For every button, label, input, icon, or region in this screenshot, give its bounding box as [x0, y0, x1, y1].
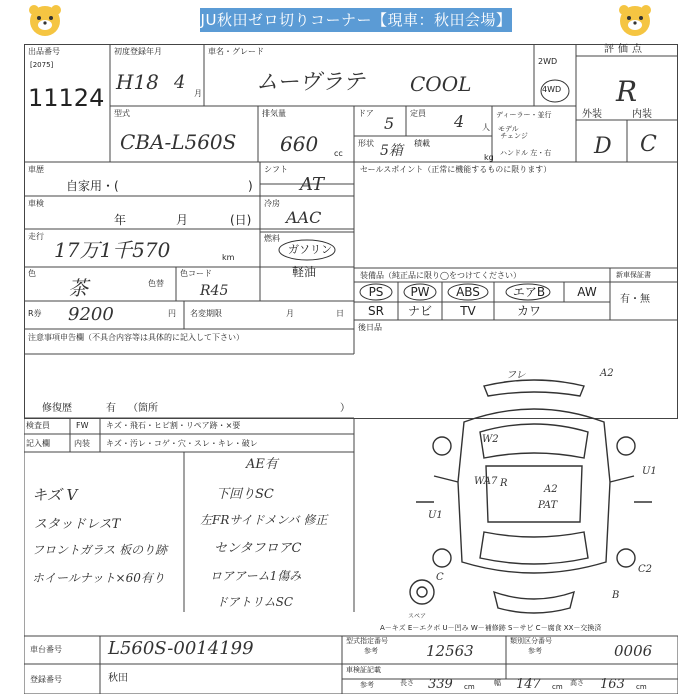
type-designation-sub: 参考 [364, 647, 378, 655]
damage-mark: WA7 [474, 476, 498, 487]
remark-right: 左FRサイドメンバ 修正 [200, 513, 328, 527]
first-reg-month: 4 [174, 72, 186, 93]
equipment-tv: TV [460, 304, 476, 318]
auction-banner: JU秋田ゼロ切りコーナー【現車：秋田会場】 [200, 8, 512, 32]
drive-4wd: 4WD [542, 85, 562, 94]
dealer-label: ディーラー・並行 [496, 111, 552, 119]
history-label: 車歴 [28, 165, 44, 174]
type-designation-label: 型式指定番号 [346, 637, 388, 645]
damage-mark: C [436, 572, 444, 583]
fw-text: キズ・飛石・ヒビ割・リペア跡・×要 [106, 421, 241, 430]
damage-mark: PAT [538, 500, 558, 511]
recycle-unit: 円 [168, 309, 176, 318]
remark-left: ホイールナット×60有り [32, 571, 165, 585]
model-change-label: モデル チェンジ [498, 125, 528, 140]
damage-legend: A－キズ E－エクボ U－凹み W－補修跡 S－サビ C－腐食 XX－交換済 [380, 624, 602, 632]
equipment-airbag: エアB [512, 285, 546, 299]
recycle-label: R券 [28, 309, 42, 318]
grade-value: R [616, 75, 638, 108]
mileage-label: 走行 [28, 232, 44, 241]
displacement-label: 排気量 [262, 109, 286, 118]
lot-sub: [2075] [30, 61, 54, 69]
length-label: 長さ [400, 679, 414, 687]
registration-prefix: 秋田 [108, 673, 128, 684]
width-label: 幅 [494, 679, 501, 687]
fw-label: FW [76, 421, 89, 430]
drive-2wd: 2WD [538, 57, 558, 66]
damage-mark: W2 [482, 434, 499, 445]
remark-right: センタフロアC [214, 541, 302, 556]
capacity-value: 4 [454, 112, 465, 131]
inspection-month: 月 [176, 213, 189, 227]
mileage-value: 17万1千570 [54, 238, 171, 262]
shift-label: シフト [264, 165, 288, 174]
history-value: 自家用・( [66, 179, 119, 193]
shape-value: 5箱 [380, 143, 403, 159]
handle-label: ハンドル 左・右 [500, 149, 552, 157]
category-label: 類別区分番号 [510, 637, 552, 645]
interior-grade: C [640, 132, 657, 157]
first-reg-year: H18 [116, 70, 159, 94]
inspection-year: 年 [114, 213, 127, 227]
damage-mark: A2 [544, 484, 558, 495]
equipment-leather: カワ [516, 304, 541, 318]
exterior-grade: D [594, 134, 612, 159]
first-reg-unit: 月 [194, 89, 202, 98]
dims-label: 車検証記載 [346, 666, 381, 674]
fuel-label: 燃料 [264, 234, 280, 243]
car-damage-diagram [394, 362, 678, 632]
remark-left: フロントガラス 板のり跡 [32, 543, 168, 557]
warranty-label: 新車保証書 [616, 271, 651, 279]
length-value: 339 [428, 677, 453, 692]
inspection-day: (日) [230, 213, 252, 227]
load-label: 積載 [414, 139, 430, 148]
interior-row-text: キズ・汚レ・コゲ・穴・スレ・キレ・破レ [106, 439, 258, 448]
exterior-label: 外装 [582, 109, 602, 120]
damage-mark: B [612, 590, 620, 601]
model-label: 型式 [114, 109, 130, 118]
repair-bracket: （箇所 [128, 403, 158, 414]
warranty-options: 有・無 [620, 294, 650, 305]
doors-value: 5 [384, 114, 395, 133]
equipment-ps: PS [368, 285, 384, 299]
history-close: ) [248, 179, 253, 193]
remark-right: ロアアーム1傷み [210, 569, 302, 583]
auction-sheet [24, 44, 678, 694]
equipment-circles [356, 282, 616, 304]
category-value: 0006 [614, 642, 653, 660]
color-code-label: 色コード [180, 269, 212, 278]
repair-close: ） [340, 403, 350, 414]
remark-left: キズ V [32, 486, 78, 504]
mileage-unit: km [222, 253, 235, 262]
damage-mark: C2 [638, 564, 653, 575]
doors-label: ドア [358, 109, 374, 118]
damage-mark: U1 [642, 466, 657, 477]
damage-mark: A2 [600, 368, 614, 379]
dims-sub: 参考 [360, 681, 374, 689]
capacity-label: 定員 [410, 109, 426, 118]
equipment-aw: AW [577, 285, 597, 299]
grade-label: 評価点 [604, 44, 646, 55]
damage-mark: R [500, 478, 508, 489]
damage-mark: U1 [428, 510, 443, 521]
equipment-sr: SR [368, 304, 384, 318]
equipment-label: 装備品（純正品に限り◯をつけてください） [360, 271, 521, 280]
height-label: 高さ [570, 679, 584, 687]
category-sub: 参考 [528, 647, 542, 655]
color-value: 茶 [68, 276, 88, 300]
fuel-gasoline: ガソリン [288, 243, 332, 256]
damage-mark: フレ [506, 370, 526, 381]
inspector-label-2: 記入欄 [26, 439, 50, 448]
height-value: 163 [600, 677, 625, 692]
name-change-label: 名変期限 [190, 309, 222, 318]
bear-mascot-icon [618, 3, 652, 37]
height-unit: cm [636, 683, 647, 691]
first-reg-label: 初度登録年月 [114, 47, 162, 56]
displacement-unit: cc [334, 149, 343, 158]
page-header [0, 0, 700, 40]
inspection-label: 車検 [28, 199, 44, 208]
rear-seat-label: 後日品 [358, 323, 382, 332]
type-designation-value: 12563 [426, 642, 474, 660]
equipment-navi: ナビ [407, 304, 432, 318]
equipment-abs: ABS [456, 285, 480, 299]
chassis-number: L560S-0014199 [108, 638, 254, 659]
displacement-value: 660 [280, 132, 319, 156]
width-value: 147 [516, 677, 541, 692]
equipment-pw: PW [410, 285, 430, 299]
inspector-label-1: 検査員 [26, 421, 50, 430]
ac-label: 冷房 [264, 199, 280, 208]
repair-label: 修復歴 [42, 403, 72, 414]
name-change-day: 日 [336, 309, 344, 318]
name-change-month: 月 [286, 309, 294, 318]
remark-left: スタッドレスT [34, 517, 121, 532]
registration-label: 登録番号 [30, 675, 62, 684]
interior-row-label: 内装 [74, 439, 90, 448]
color-code: R45 [200, 283, 229, 299]
chassis-label: 車台番号 [30, 645, 62, 654]
shape-label: 形状 [358, 139, 374, 148]
remark-right: ドアトリムSC [216, 595, 294, 609]
load-unit: kg [484, 153, 494, 162]
fuel-diesel: 軽油 [292, 265, 317, 279]
lot-number-label: 出品番号 [28, 47, 60, 56]
spare-label: スペア [408, 613, 427, 620]
bear-mascot-icon [28, 3, 62, 37]
shift-value: AT [300, 174, 325, 195]
interior-label: 内装 [632, 109, 652, 120]
ac-value: AAC [286, 208, 322, 227]
notes-label: 注意事項申告欄（不具合内容等は具体的に記入して下さい） [28, 333, 244, 342]
sales-point-label: セールスポイント（正常に機能するものに限ります） [360, 165, 552, 174]
capacity-unit: 人 [482, 123, 490, 132]
color-label: 色 [28, 269, 36, 278]
model-value: CBA-L560S [120, 130, 237, 154]
recycle-value: 9200 [68, 304, 114, 325]
car-name-label: 車名・グレード [208, 47, 264, 56]
width-unit: cm [552, 683, 563, 691]
car-grade: COOL [410, 72, 472, 96]
paint-change-label: 色替 [148, 279, 164, 288]
car-name: ムーヴラテ [256, 70, 365, 95]
remark-right: 下回りSC [216, 487, 274, 502]
length-unit: cm [464, 683, 475, 691]
lot-number: 11124 [28, 84, 105, 112]
remark-right: AE有 [246, 457, 278, 472]
repair-value: 有 [106, 403, 116, 414]
